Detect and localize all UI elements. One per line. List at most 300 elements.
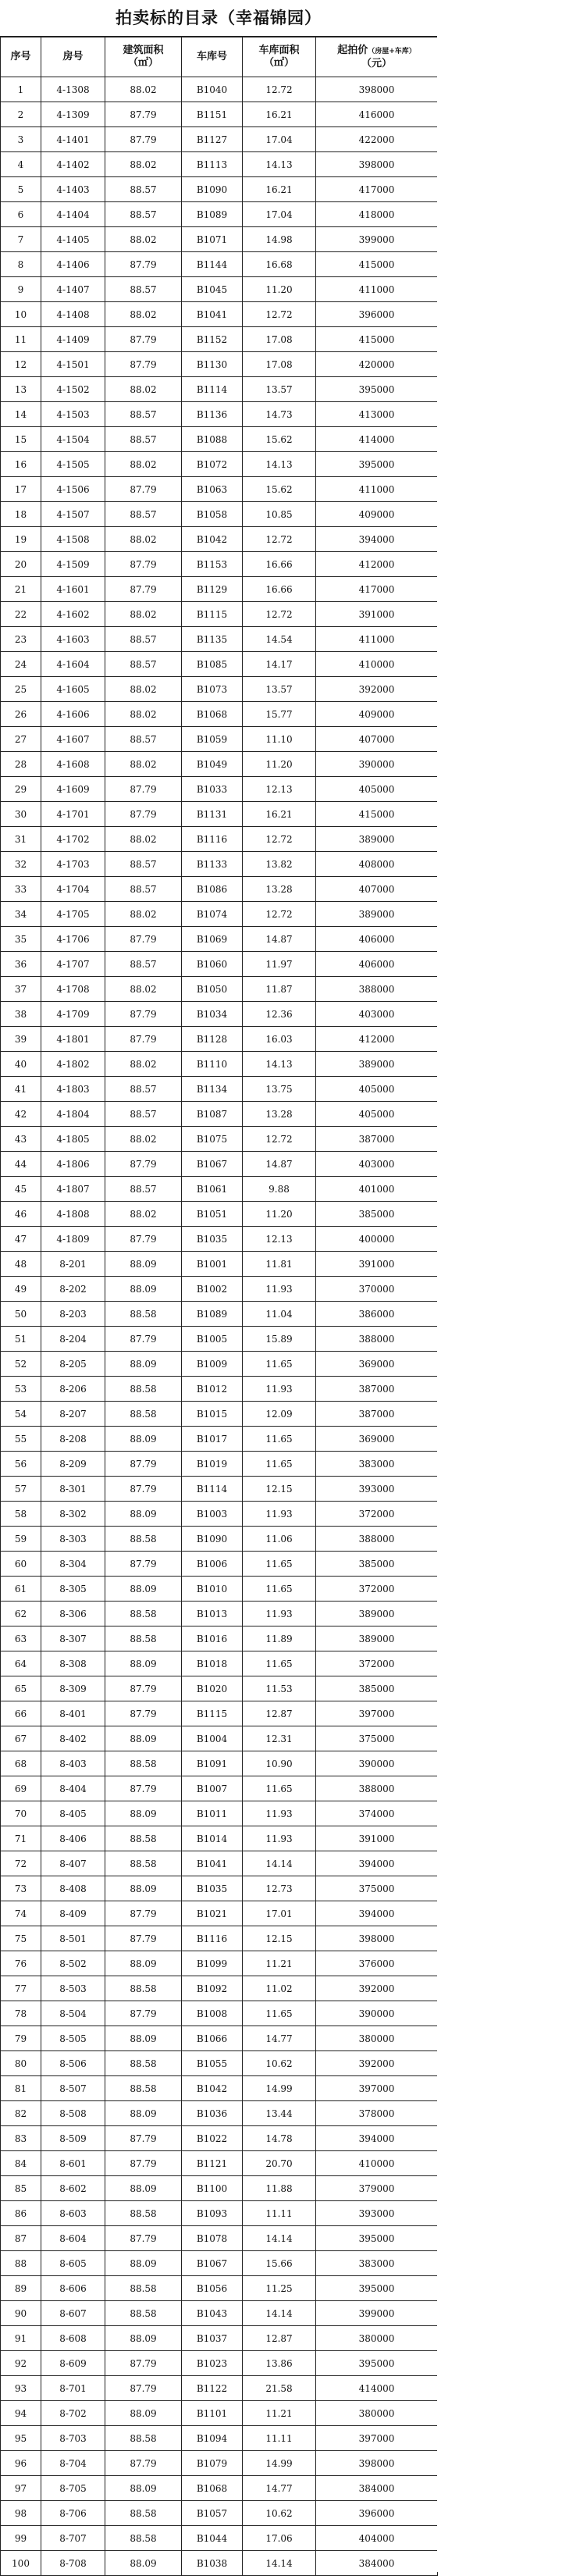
cell-price: 400000 (316, 1227, 438, 1252)
cell-price: 394000 (316, 2126, 438, 2151)
cell-seq: 91 (1, 2326, 41, 2351)
cell-area: 88.09 (105, 1651, 182, 1676)
cell-seq: 60 (1, 1552, 41, 1577)
cell-garage-area: 14.98 (243, 227, 316, 252)
cell-price: 378000 (316, 2101, 438, 2126)
table-row (1, 1277, 438, 1302)
table-row (1, 2201, 438, 2226)
cell-price: 404000 (316, 2526, 438, 2551)
table-row (1, 1152, 438, 1177)
cell-garage-area: 12.31 (243, 1726, 316, 1751)
cell-garage-area: 14.78 (243, 2126, 316, 2151)
cell-area: 88.02 (105, 977, 182, 1002)
cell-seq: 95 (1, 2426, 41, 2451)
cell-price: 422000 (316, 127, 438, 152)
cell-garage: B1090 (182, 177, 243, 202)
cell-seq: 16 (1, 452, 41, 477)
table-row (1, 1377, 438, 1402)
cell-garage: B1115 (182, 602, 243, 627)
cell-garage-area: 11.20 (243, 1202, 316, 1227)
cell-price: 398000 (316, 77, 438, 102)
cell-price: 420000 (316, 352, 438, 377)
cell-seq: 28 (1, 752, 41, 777)
cell-garage-area: 11.65 (243, 1651, 316, 1676)
cell-area: 87.79 (105, 1776, 182, 1801)
cell-seq: 92 (1, 2351, 41, 2376)
cell-area: 88.58 (105, 1826, 182, 1851)
cell-area: 87.79 (105, 2001, 182, 2026)
cell-price: 415000 (316, 802, 438, 827)
table-row (1, 577, 438, 602)
cell-price: 369000 (316, 1427, 438, 1452)
cell-price: 412000 (316, 1027, 438, 1052)
cell-price: 397000 (316, 1701, 438, 1726)
cell-room: 8-305 (41, 1577, 105, 1602)
table-row (1, 477, 438, 502)
table-row (1, 1002, 438, 1027)
header-room: 房号 (41, 37, 105, 77)
table-row (1, 2401, 438, 2426)
cell-garage: B1035 (182, 1227, 243, 1252)
cell-price: 403000 (316, 1002, 438, 1027)
cell-price: 411000 (316, 477, 438, 502)
cell-area: 88.57 (105, 627, 182, 652)
table-row (1, 1352, 438, 1377)
cell-seq: 76 (1, 1951, 41, 1976)
cell-seq: 24 (1, 652, 41, 677)
cell-room: 8-302 (41, 1502, 105, 1527)
cell-room: 8-708 (41, 2551, 105, 2576)
cell-room: 8-408 (41, 1876, 105, 1901)
cell-price: 379000 (316, 2176, 438, 2201)
cell-seq: 85 (1, 2176, 41, 2201)
cell-seq: 6 (1, 202, 41, 227)
cell-price: 414000 (316, 427, 438, 452)
cell-garage: B1094 (182, 2426, 243, 2451)
cell-garage-area: 16.68 (243, 252, 316, 277)
cell-area: 88.57 (105, 402, 182, 427)
cell-price: 389000 (316, 902, 438, 927)
cell-price: 392000 (316, 677, 438, 702)
cell-area: 87.79 (105, 252, 182, 277)
table-row (1, 777, 438, 802)
cell-garage-area: 11.65 (243, 1776, 316, 1801)
cell-area: 87.79 (105, 1926, 182, 1951)
cell-seq: 87 (1, 2226, 41, 2251)
cell-garage: B1044 (182, 2526, 243, 2551)
cell-seq: 8 (1, 252, 41, 277)
table-row (1, 2176, 438, 2201)
cell-seq: 65 (1, 1676, 41, 1701)
cell-area: 87.79 (105, 477, 182, 502)
cell-seq: 9 (1, 277, 41, 302)
cell-garage-area: 11.06 (243, 1527, 316, 1552)
cell-area: 88.02 (105, 1202, 182, 1227)
cell-seq: 19 (1, 527, 41, 552)
table-row (1, 2276, 438, 2301)
cell-seq: 4 (1, 152, 41, 177)
cell-garage-area: 16.66 (243, 577, 316, 602)
table-row (1, 2526, 438, 2551)
cell-price: 386000 (316, 1302, 438, 1327)
cell-seq: 46 (1, 1202, 41, 1227)
table-row (1, 2101, 438, 2126)
cell-seq: 22 (1, 602, 41, 627)
cell-garage: B1012 (182, 1377, 243, 1402)
cell-area: 88.57 (105, 652, 182, 677)
cell-seq: 27 (1, 727, 41, 752)
cell-area: 88.02 (105, 77, 182, 102)
cell-price: 417000 (316, 177, 438, 202)
cell-seq: 67 (1, 1726, 41, 1751)
cell-garage-area: 14.54 (243, 627, 316, 652)
table-row (1, 702, 438, 727)
table-row (1, 1876, 438, 1901)
cell-garage-area: 11.65 (243, 1352, 316, 1377)
cell-garage-area: 11.97 (243, 952, 316, 977)
cell-garage-area: 11.65 (243, 2001, 316, 2026)
cell-price: 391000 (316, 1826, 438, 1851)
auction-table (0, 37, 438, 2576)
cell-room: 4-1402 (41, 152, 105, 177)
table-row (1, 1926, 438, 1951)
table-row (1, 2076, 438, 2101)
cell-garage-area: 10.85 (243, 502, 316, 527)
table-row (1, 402, 438, 427)
cell-seq: 74 (1, 1901, 41, 1926)
cell-area: 88.09 (105, 2476, 182, 2501)
cell-price: 410000 (316, 652, 438, 677)
table-row (1, 2351, 438, 2376)
table-row (1, 1651, 438, 1676)
cell-area: 88.09 (105, 1801, 182, 1826)
cell-garage-area: 12.72 (243, 602, 316, 627)
cell-seq: 3 (1, 127, 41, 152)
blank-margin (437, 0, 562, 2572)
cell-area: 88.58 (105, 1851, 182, 1876)
cell-room: 8-308 (41, 1651, 105, 1676)
cell-price: 398000 (316, 1926, 438, 1951)
cell-area: 88.02 (105, 1052, 182, 1077)
cell-garage: B1066 (182, 2026, 243, 2051)
cell-garage-area: 12.15 (243, 1477, 316, 1502)
cell-garage: B1128 (182, 1027, 243, 1052)
cell-garage-area: 12.73 (243, 1876, 316, 1901)
cell-seq: 21 (1, 577, 41, 602)
table-row (1, 2326, 438, 2351)
cell-price: 395000 (316, 452, 438, 477)
cell-room: 8-604 (41, 2226, 105, 2251)
cell-area: 87.79 (105, 102, 182, 127)
cell-price: 398000 (316, 2451, 438, 2476)
cell-room: 8-505 (41, 2026, 105, 2051)
cell-room: 8-509 (41, 2126, 105, 2151)
cell-garage-area: 14.99 (243, 2076, 316, 2101)
cell-room: 8-402 (41, 1726, 105, 1751)
cell-seq: 53 (1, 1377, 41, 1402)
cell-garage-area: 12.72 (243, 1127, 316, 1152)
cell-garage-area: 12.87 (243, 2326, 316, 2351)
cell-price: 372000 (316, 1651, 438, 1676)
table-row (1, 1252, 438, 1277)
cell-price: 394000 (316, 1851, 438, 1876)
cell-room: 4-1706 (41, 927, 105, 952)
cell-garage-area: 15.77 (243, 702, 316, 727)
cell-seq: 94 (1, 2401, 41, 2426)
cell-area: 88.57 (105, 877, 182, 902)
cell-garage: B1135 (182, 627, 243, 652)
cell-room: 8-202 (41, 1277, 105, 1302)
cell-area: 88.02 (105, 152, 182, 177)
cell-area: 87.79 (105, 127, 182, 152)
cell-price: 369000 (316, 1352, 438, 1377)
table-row (1, 1577, 438, 1602)
table-row (1, 1102, 438, 1127)
cell-price: 387000 (316, 1377, 438, 1402)
cell-seq: 29 (1, 777, 41, 802)
table-row (1, 1477, 438, 1502)
cell-area: 88.02 (105, 677, 182, 702)
cell-garage: B1151 (182, 102, 243, 127)
cell-seq: 68 (1, 1751, 41, 1776)
cell-price: 412000 (316, 552, 438, 577)
cell-price: 389000 (316, 1626, 438, 1651)
cell-room: 4-1804 (41, 1102, 105, 1127)
cell-price: 392000 (316, 1976, 438, 2001)
cell-garage-area: 11.25 (243, 2276, 316, 2301)
cell-garage: B1067 (182, 1152, 243, 1177)
cell-room: 4-1404 (41, 202, 105, 227)
cell-room: 4-1705 (41, 902, 105, 927)
table-row (1, 1901, 438, 1926)
cell-area: 88.02 (105, 1127, 182, 1152)
cell-area: 87.79 (105, 1227, 182, 1252)
header-seq: 序号 (1, 37, 41, 77)
cell-garage-area: 11.81 (243, 1252, 316, 1277)
cell-garage: B1116 (182, 827, 243, 852)
cell-garage-area: 12.72 (243, 77, 316, 102)
cell-room: 4-1403 (41, 177, 105, 202)
cell-garage: B1019 (182, 1452, 243, 1477)
cell-garage-area: 13.57 (243, 677, 316, 702)
cell-seq: 57 (1, 1477, 41, 1502)
cell-garage-area: 14.13 (243, 152, 316, 177)
cell-area: 87.79 (105, 802, 182, 827)
cell-area: 88.57 (105, 502, 182, 527)
cell-price: 391000 (316, 602, 438, 627)
cell-area: 87.79 (105, 1901, 182, 1926)
cell-area: 88.58 (105, 2526, 182, 2551)
cell-price: 399000 (316, 227, 438, 252)
cell-room: 8-607 (41, 2301, 105, 2326)
cell-price: 399000 (316, 2301, 438, 2326)
cell-garage-area: 11.93 (243, 1277, 316, 1302)
cell-garage-area: 16.66 (243, 552, 316, 577)
cell-room: 8-704 (41, 2451, 105, 2476)
cell-room: 8-403 (41, 1751, 105, 1776)
header-area-unit: （㎡） (127, 57, 158, 69)
cell-garage-area: 12.72 (243, 527, 316, 552)
cell-room: 8-407 (41, 1851, 105, 1876)
table-header (1, 37, 438, 77)
table-row (1, 1801, 438, 1826)
cell-garage: B1051 (182, 1202, 243, 1227)
table-row (1, 627, 438, 652)
cell-garage: B1041 (182, 302, 243, 327)
table-row (1, 502, 438, 527)
header-garage-area (243, 37, 316, 77)
cell-room: 4-1802 (41, 1052, 105, 1077)
cell-garage-area: 14.77 (243, 2476, 316, 2501)
cell-price: 388000 (316, 1776, 438, 1801)
table-row (1, 952, 438, 977)
cell-garage: B1114 (182, 1477, 243, 1502)
cell-garage: B1121 (182, 2151, 243, 2176)
cell-seq: 14 (1, 402, 41, 427)
cell-area: 88.02 (105, 752, 182, 777)
table-row (1, 377, 438, 402)
header-area-label: 建筑面积 (123, 45, 164, 56)
cell-garage-area: 17.06 (243, 2526, 316, 2551)
cell-garage: B1068 (182, 2476, 243, 2501)
cell-area: 88.09 (105, 1427, 182, 1452)
cell-garage-area: 13.82 (243, 852, 316, 877)
cell-garage: B1013 (182, 1602, 243, 1626)
cell-area: 88.57 (105, 177, 182, 202)
cell-garage: B1090 (182, 1527, 243, 1552)
cell-price: 403000 (316, 1152, 438, 1177)
cell-garage-area: 14.77 (243, 2026, 316, 2051)
cell-garage: B1130 (182, 352, 243, 377)
table-row (1, 1626, 438, 1651)
cell-price: 407000 (316, 877, 438, 902)
cell-seq: 52 (1, 1352, 41, 1377)
table-row (1, 677, 438, 702)
cell-room: 4-1308 (41, 77, 105, 102)
cell-room: 4-1504 (41, 427, 105, 452)
cell-area: 88.09 (105, 1951, 182, 1976)
cell-garage: B1059 (182, 727, 243, 752)
cell-room: 4-1709 (41, 1002, 105, 1027)
cell-garage: B1043 (182, 2301, 243, 2326)
cell-garage: B1001 (182, 1252, 243, 1277)
cell-area: 87.79 (105, 2451, 182, 2476)
cell-area: 88.02 (105, 902, 182, 927)
table-row (1, 652, 438, 677)
cell-garage-area: 13.86 (243, 2351, 316, 2376)
cell-area: 87.79 (105, 1327, 182, 1352)
cell-garage: B1134 (182, 1077, 243, 1102)
page-title: 拍卖标的目录（幸福锦园） (0, 0, 437, 37)
cell-seq: 36 (1, 952, 41, 977)
cell-price: 395000 (316, 2276, 438, 2301)
cell-garage: B1015 (182, 1402, 243, 1427)
cell-seq: 1 (1, 77, 41, 102)
cell-seq: 81 (1, 2076, 41, 2101)
cell-area: 88.09 (105, 1502, 182, 1527)
table-row (1, 1776, 438, 1801)
cell-garage: B1040 (182, 77, 243, 102)
cell-garage-area: 11.53 (243, 1676, 316, 1701)
cell-garage: B1067 (182, 2251, 243, 2276)
cell-seq: 33 (1, 877, 41, 902)
cell-area: 88.09 (105, 1577, 182, 1602)
cell-room: 8-502 (41, 1951, 105, 1976)
cell-area: 88.09 (105, 2251, 182, 2276)
cell-garage: B1041 (182, 1851, 243, 1876)
cell-area: 87.79 (105, 2376, 182, 2401)
cell-room: 4-1707 (41, 952, 105, 977)
table-row (1, 977, 438, 1002)
cell-seq: 5 (1, 177, 41, 202)
cell-garage-area: 16.21 (243, 102, 316, 127)
cell-area: 87.79 (105, 1701, 182, 1726)
cell-garage: B1093 (182, 2201, 243, 2226)
cell-price: 388000 (316, 1327, 438, 1352)
cell-seq: 69 (1, 1776, 41, 1801)
cell-seq: 35 (1, 927, 41, 952)
table-body (1, 77, 438, 2576)
cell-room: 8-504 (41, 2001, 105, 2026)
cell-price: 384000 (316, 2476, 438, 2501)
cell-price: 411000 (316, 627, 438, 652)
cell-seq: 26 (1, 702, 41, 727)
table-row (1, 1427, 438, 1452)
cell-garage-area: 11.20 (243, 752, 316, 777)
cell-seq: 77 (1, 1976, 41, 2001)
cell-price: 394000 (316, 1901, 438, 1926)
cell-price: 383000 (316, 1452, 438, 1477)
table-row (1, 2376, 438, 2401)
cell-garage-area: 12.72 (243, 302, 316, 327)
cell-room: 4-1408 (41, 302, 105, 327)
cell-area: 88.58 (105, 1377, 182, 1402)
cell-garage: B1049 (182, 752, 243, 777)
header-price (316, 37, 438, 77)
cell-room: 4-1708 (41, 977, 105, 1002)
cell-room: 4-1406 (41, 252, 105, 277)
cell-garage-area: 14.87 (243, 927, 316, 952)
header-garage-area-label: 车库面积 (258, 45, 300, 56)
cell-garage-area: 11.11 (243, 2426, 316, 2451)
cell-seq: 34 (1, 902, 41, 927)
cell-garage: B1009 (182, 1352, 243, 1377)
cell-garage: B1129 (182, 577, 243, 602)
cell-price: 389000 (316, 1602, 438, 1626)
cell-seq: 61 (1, 1577, 41, 1602)
cell-room: 8-405 (41, 1801, 105, 1826)
cell-garage-area: 14.14 (243, 2226, 316, 2251)
cell-garage-area: 17.08 (243, 352, 316, 377)
cell-seq: 51 (1, 1327, 41, 1352)
cell-area: 88.57 (105, 427, 182, 452)
cell-area: 88.57 (105, 1102, 182, 1127)
cell-garage: B1122 (182, 2376, 243, 2401)
cell-room: 8-507 (41, 2076, 105, 2101)
cell-seq: 97 (1, 2476, 41, 2501)
table-row (1, 1527, 438, 1552)
cell-room: 8-205 (41, 1352, 105, 1377)
cell-garage: B1010 (182, 1577, 243, 1602)
cell-seq: 41 (1, 1077, 41, 1102)
cell-area: 88.58 (105, 1527, 182, 1552)
cell-room: 8-603 (41, 2201, 105, 2226)
cell-garage-area: 14.73 (243, 402, 316, 427)
cell-price: 415000 (316, 327, 438, 352)
cell-area: 87.79 (105, 577, 182, 602)
cell-room: 8-608 (41, 2326, 105, 2351)
table-row (1, 2451, 438, 2476)
